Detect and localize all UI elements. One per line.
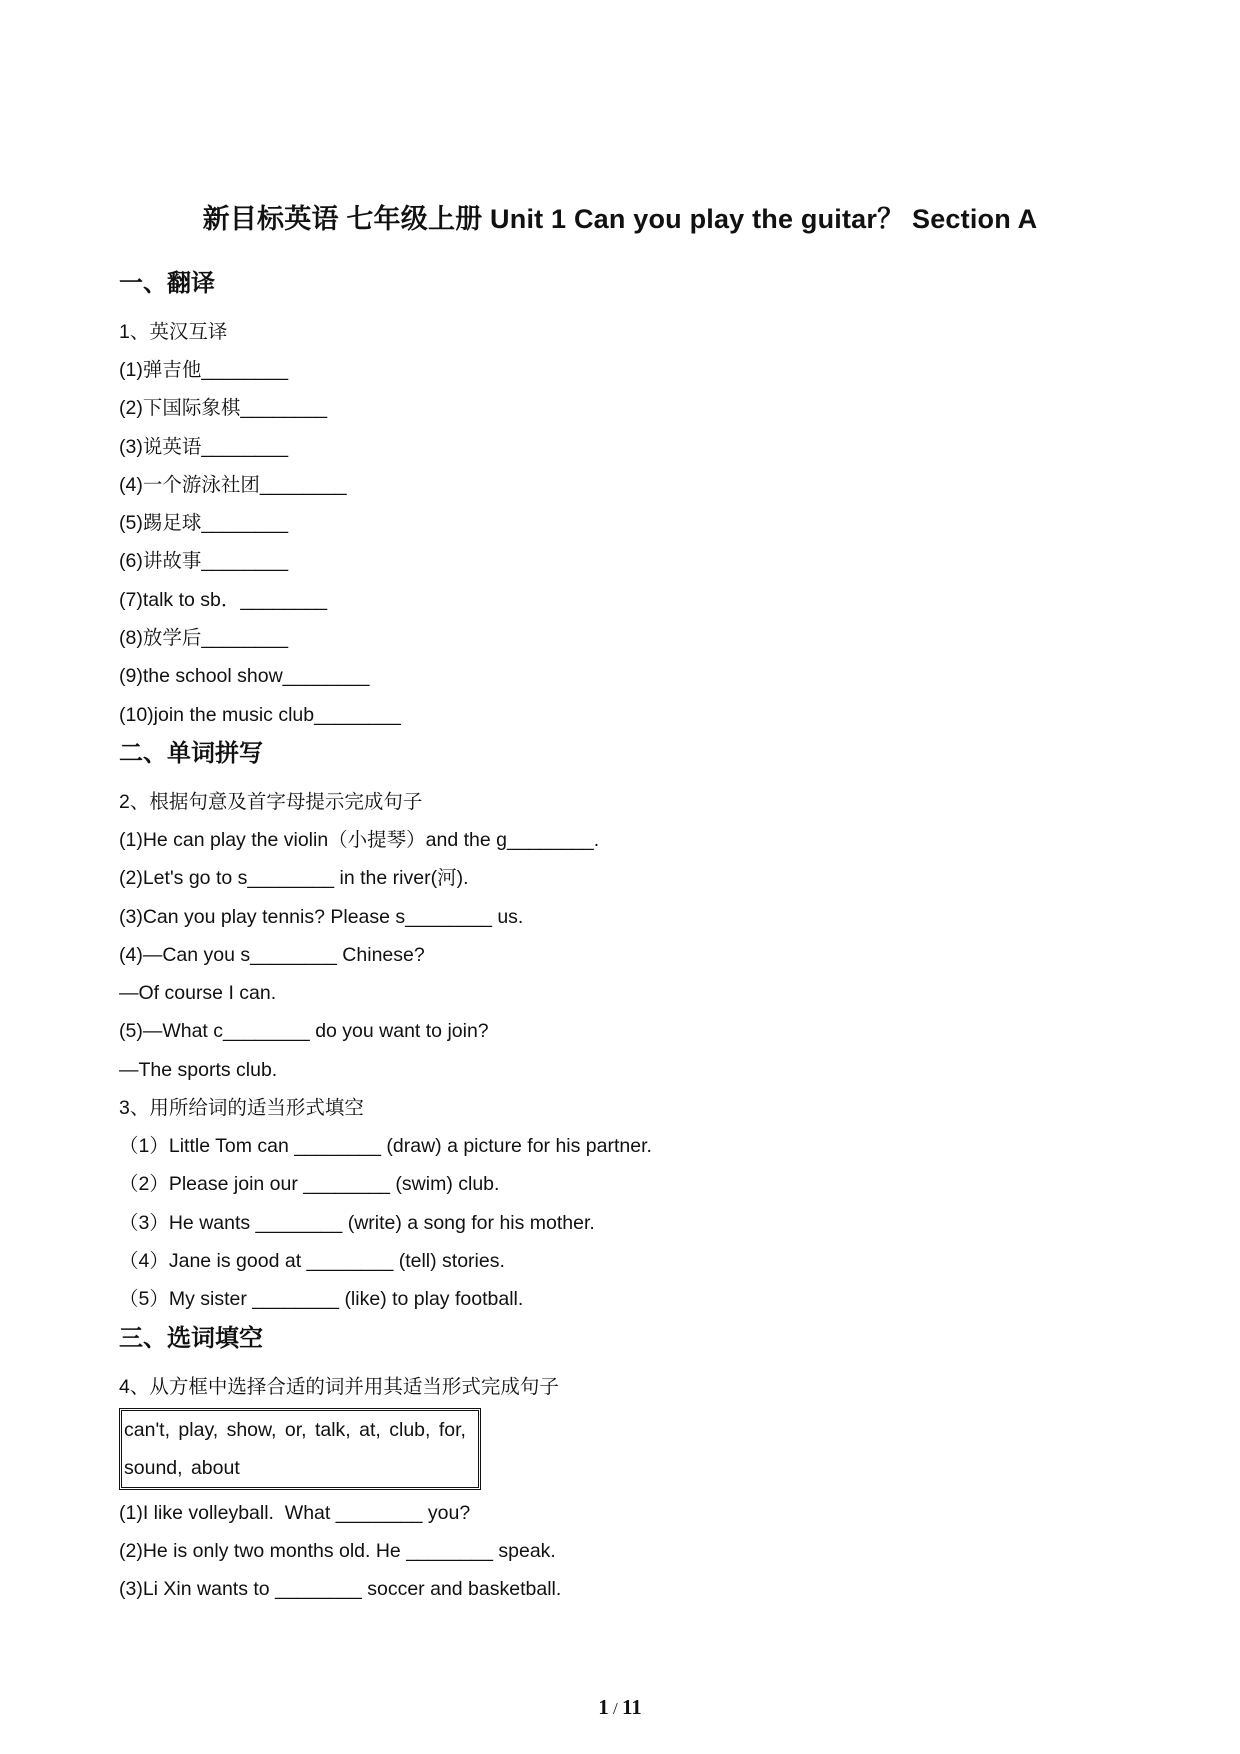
question-label: 2、根据句意及首字母提示完成句子 [119,790,423,813]
question-label: 3、用所给词的适当形式填空 [119,1097,364,1120]
question-item: (5)踢足球________ [119,512,289,535]
page-current: 1 [598,1695,609,1719]
question-item: （1）Little Tom can ________ (draw) a picture for his partner. [119,1135,652,1158]
question-item: —The sports club. [119,1058,278,1081]
question-item: (1)I like volleyball. What ________ you? [119,1501,471,1524]
question-item: （5）My sister ________ (like) to play football. [119,1288,524,1311]
question-item: (4)—Can you s________ Chinese? [119,943,425,966]
question-item: (2)下国际象棋________ [119,397,328,420]
page-total: 11 [621,1695,642,1719]
question-item: (9)the school show________ [119,665,370,688]
document-body [119,264,1119,1608]
question-label: 4、从方框中选择合适的词并用其适当形式完成句子 [119,1375,559,1398]
question-item: (7)talk to sb．________ [119,588,328,611]
question-item: (3)说英语________ [119,435,289,458]
question-item: (3)Can you play tennis? Please s________ us. [119,905,524,928]
question-item: （2）Please join our ________ (swim) club. [119,1173,500,1196]
question-item: (2)He is only two months old. He ________ speak. [119,1539,556,1562]
question-item: (6)讲故事________ [119,550,289,573]
question-item: (5)—What c________ do you want to join? [119,1020,489,1043]
question-item: (1)He can play the violin（小提琴）and the g________. [119,828,600,851]
question-item: (10)join the music club________ [119,703,401,726]
section-heading: 三、选词填空 [119,1324,263,1352]
document-title: 新目标英语 七年级上册 Unit 1 Can you play the guitar？ Section A [202,204,1038,234]
question-item: （3）He wants ________ (write) a song for his mother. [119,1211,595,1234]
question-label: 1、英汉互译 [119,321,228,343]
section-heading: 一、翻译 [119,270,215,297]
question-item: —Of course I can. [119,982,277,1005]
question-item: (8)放学后________ [119,627,289,650]
page-separator: / [608,1699,622,1718]
word-box: can't, play, show, or, talk, at, club, for, sound, about [119,1408,481,1490]
question-item: （4）Jane is good at ________ (tell) stories. [119,1249,505,1272]
section-heading: 二、单词拼写 [119,739,263,767]
question-item: (4)一个游泳社团________ [119,473,347,496]
question-item: (1)弹吉他________ [119,359,289,381]
question-item: (2)Let's go to s________ in the river(河). [119,867,469,890]
page-number [0,1695,1240,1720]
question-item: (3)Li Xin wants to ________ soccer and basketball. [119,1578,562,1601]
